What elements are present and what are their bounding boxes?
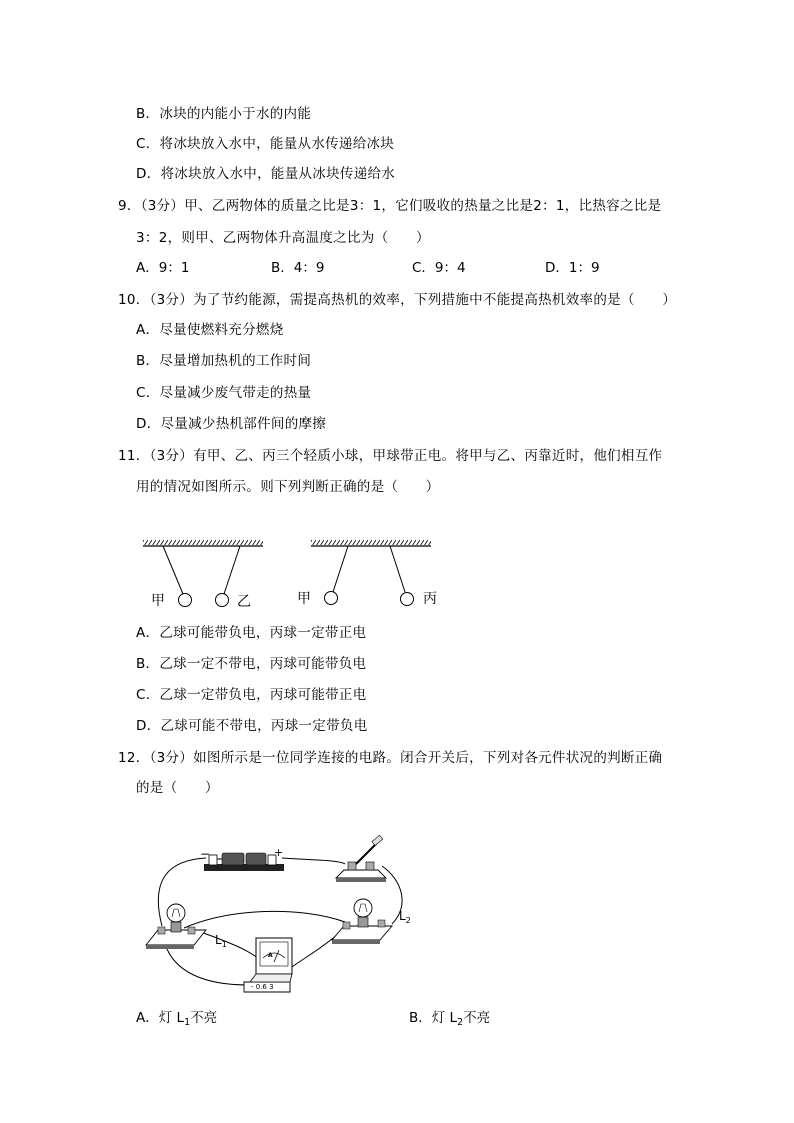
q9-option-b: B．4：9 xyxy=(271,260,325,276)
prev-option-b: B．冰块的内能小于水的内能 xyxy=(136,106,312,122)
q12-stem-line1: 12．（3分）如图所示是一位同学连接的电路。闭合开关后，下列对各元件状况的判断正确 xyxy=(118,750,663,766)
prev-option-d: D．将冰块放入水中，能量从冰块传递给水 xyxy=(136,166,396,182)
q9-stem-line2: 3：2，则甲、乙两物体升高温度之比为（ ） xyxy=(136,230,430,246)
lamp-l1 xyxy=(146,904,206,949)
q9-option-a: A．9：1 xyxy=(136,260,190,276)
ammeter-terminals: - 0.6 3 xyxy=(251,983,274,991)
l1-label: $L_1$ xyxy=(215,933,227,949)
q10-option-a: A．尽量使燃料充分燃烧 xyxy=(136,322,284,338)
q11-option-a: A．乙球可能带负电，丙球一定带正电 xyxy=(136,625,367,641)
l2-label: $L_2$ xyxy=(399,909,411,925)
label-bing: 丙 xyxy=(423,591,437,607)
label-jia-left: 甲 xyxy=(151,593,165,609)
q9-option-c: C．9：4 xyxy=(412,260,466,276)
q11-stem-line1: 11．（3分）有甲、乙、丙三个轻质小球，甲球带正电。将甲与乙、丙靠近时，他们相互作 xyxy=(118,448,663,464)
ammeter-letter: A xyxy=(268,952,273,959)
battery xyxy=(200,846,284,871)
q10-stem: 10．（3分）为了节约能源，需提高热机的效率，下列措施中不能提高热机效率的是（ ） xyxy=(118,292,677,308)
prev-option-c: C．将冰块放入水中，能量从水传递给冰块 xyxy=(136,136,395,152)
q11-option-d: D．乙球可能不带电，丙球一定带负电 xyxy=(136,718,368,734)
q9-stem-line1: 9．（3分）甲、乙两物体的质量之比是3：1，它们吸收的热量之比是2：1，比热容之比是 xyxy=(118,198,662,214)
lamp-l2 xyxy=(332,899,392,944)
q11-option-b: B．乙球一定不带电，丙球可能带负电 xyxy=(136,656,367,672)
label-yi: 乙 xyxy=(237,594,251,610)
label-jia-right: 甲 xyxy=(297,591,311,607)
q10-option-c: C．尽量减少废气带走的热量 xyxy=(136,385,312,401)
q12-stem-line2: 的是（ ） xyxy=(136,780,219,796)
q12-option-a: A．灯 $L_1$不亮 xyxy=(136,1010,218,1028)
q11-option-c: C．乙球一定带负电，丙球可能带正电 xyxy=(136,687,367,703)
q12-option-b: B．灯 $L_2$不亮 xyxy=(409,1010,491,1028)
q10-option-b: B．尽量增加热机的工作时间 xyxy=(136,353,312,369)
ammeter xyxy=(244,938,292,992)
q10-option-d: D．尽量减少热机部件间的摩擦 xyxy=(136,416,327,432)
q11-stem-line2: 用的情况如图所示。则下列判断正确的是（ ） xyxy=(136,479,440,495)
q9-option-d: D．1：9 xyxy=(545,260,600,276)
battery-minus-label: − xyxy=(200,847,211,861)
switch xyxy=(336,835,386,882)
battery-plus-label: + xyxy=(274,846,284,859)
